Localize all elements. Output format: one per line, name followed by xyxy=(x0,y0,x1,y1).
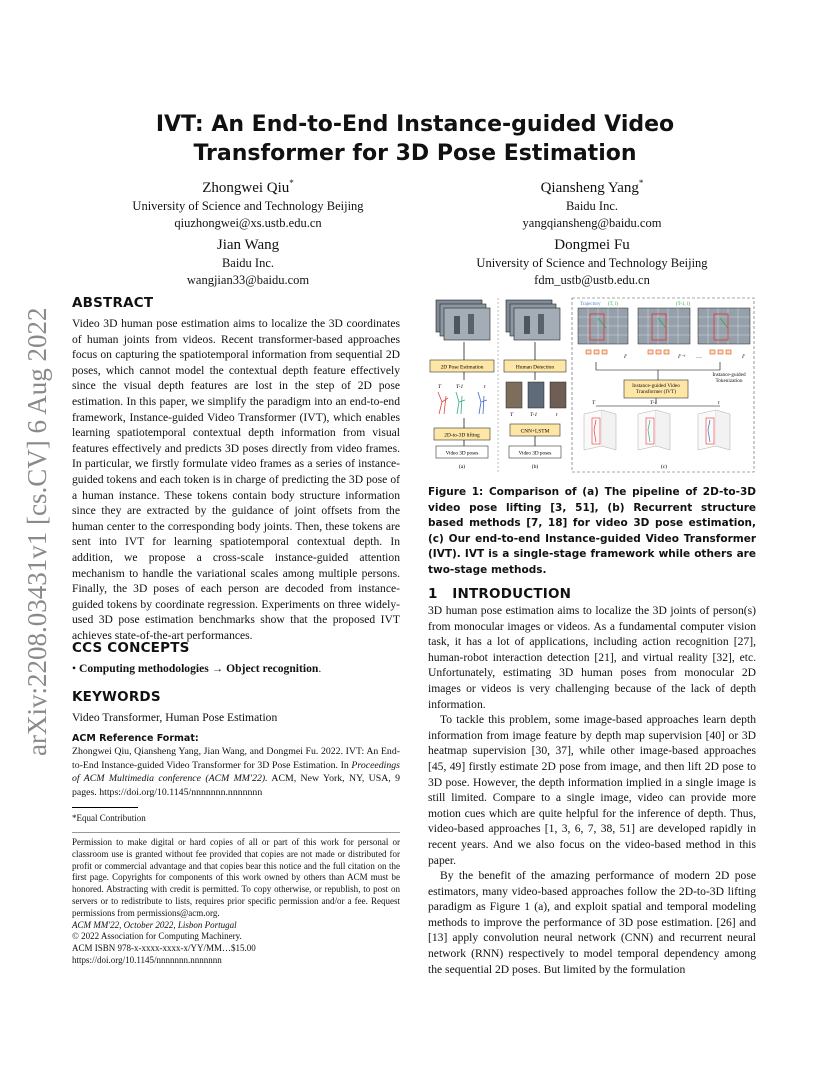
panel-c-tokens xyxy=(586,350,731,354)
svg-text:t: t xyxy=(556,412,558,418)
svg-text:T: T xyxy=(438,384,442,390)
footnote: *Equal Contribution xyxy=(72,813,146,823)
panel-c-grid-frames xyxy=(578,308,750,344)
intro-paragraph-3: By the benefit of the amazing performance of modern 2D pose estimators, many video-based approaches follow the 2D-to-3D lifting paradigm as Figure 1 (a), and exploit spatial and temporal modeling methods to improve the performance of 3D pose estimation. [26] and [13] apply convolution neural network (CNN) and recurrent neural network (RNN) respectively to model temporal dependency among the sequential 2D poses. But limited by the formulation xyxy=(428,869,756,976)
acm-ref-tail: ACM, New York, NY, USA, 9 pages. https://doi.org/10.1145/nnnnnnn.nnnnnnn xyxy=(72,773,400,798)
human-detection-label: Human Detection xyxy=(515,364,555,371)
svg-text:t: t xyxy=(484,384,486,390)
author-email: wangjian33@baidu.com xyxy=(186,272,310,287)
acm-reference-heading: ACM Reference Format: xyxy=(72,733,199,744)
acm-reference-text xyxy=(72,745,400,799)
abstract-paragraph: Video 3D human pose estimation aims to localize the 3D coordinates of human joints from videos. Recent transformer-based approaches focus on capturing the spatiotemporal information from sequential 2D poses, which cannot model the contextual depth feature effectively since the visual depth features are lost in the step of 2D pose estimation. In this paper, we simplify the paradigm into an end-to-end framework, Instance-guided Video Transformer (IVT), which enables learning spatiotemporal contextual depth information from visual features effectively and predicts 3D poses directly from video frames. In particular, we firstly formulate video frames as a series of instance-guided tokens and each token is in charge of predicting the 3D pose of a human instance. These tokens contain body structure information since they are extracted by the guidance of joint offsets from the human center to the corresponding body joints. Then, these tokens are sent into IVT for learning spatiotemporal contextual depth. In addition, we propose a cross-scale instance-guided attention mechanism to handle the variational scales among multiple persons. Finally, the 3D poses of each person are decoded from instance-guided tokens by coordinate regression. Experiments on three widely-used 3D pose estimation benchmarks show that the proposed IVT achieves state-of-the-art performances. xyxy=(72,317,400,642)
trajectory-label: Trajectory xyxy=(580,302,601,307)
author-email: fdm_ustb@ustb.edu.cn xyxy=(534,272,650,287)
figure-1 xyxy=(428,296,756,474)
author-email: qiuzhongwei@xs.ustb.edu.cn xyxy=(174,215,322,230)
ccs-item xyxy=(72,661,400,677)
video-poses-label-a: Video 3D poses xyxy=(445,450,479,457)
panel-a-2d-poses xyxy=(438,384,487,414)
intro-heading-number: 1 xyxy=(428,586,438,602)
author-affiliation: Baidu Inc. xyxy=(221,256,275,270)
author-name: Jian Wang xyxy=(216,237,280,253)
panel-b-frames xyxy=(506,300,560,340)
acm-ref-authors: Zhongwei Qiu, Qiansheng Yang, Jian Wang, and Dongmei Fu. 2022. IVT: An End-to-End Instance-guided Video Transformer for 3D Pose Estimation. In xyxy=(72,746,400,771)
isbn-line: ACM ISBN 978-x-xxxx-xxxx-x/YY/MM…$15.00 xyxy=(72,943,256,954)
author-affiliation: Baidu Inc. xyxy=(565,199,619,213)
author-block-3 xyxy=(88,235,408,288)
panel-c-label: (c) xyxy=(660,464,668,470)
ccs-bullet: • xyxy=(72,662,77,675)
frame-label-1: I' xyxy=(624,354,628,360)
arxiv-side-stamp xyxy=(16,288,56,758)
intro-heading xyxy=(428,586,571,602)
footnote-rule xyxy=(72,807,138,808)
panel-b-label: (b) xyxy=(531,464,539,470)
conference-line: ACM MM'22, October 2022, Lisbon Portugal xyxy=(72,919,237,930)
trajectory-index-2: (T-1, i) xyxy=(676,302,690,307)
arxiv-stamp-text: arXiv:2208.03431v1 [cs.CV] 6 Aug 2022 xyxy=(22,307,52,756)
video-poses-label-b: Video 3D poses xyxy=(518,450,552,457)
intro-paragraph-1: 3D human pose estimation aims to localize the 3D joints of person(s) from monocular images or videos. As a fundamental computer vision task, it has a lot of applications, including action recognition [27], human-robot interaction detection [21], and virtual reality [32], etc. Unfortunately, estimating 3D human poses from monocular 2D images or videos is very challenging because of the lack of depth information. xyxy=(428,604,756,711)
permission-text: Permission to make digital or hard copies of all or part of this work for personal or classroom use is granted without fee provided that copies are not made or distributed for profit or commercial advantage and that copies bear this notice and the full citation on the first page. Copyrights for components of this work owned by others than ACM must be honored. Abstracting with credit is permitted. To copy otherwise, or republish, to post on servers or to redistribute to lists, requires prior specific permission and/or a fee. Request permissions from permissions@acm.org. xyxy=(72,837,400,918)
ccs-concept: Computing methodologies → Object recognition xyxy=(78,662,319,675)
ccs-heading: CCS CONCEPTS xyxy=(72,640,190,656)
author-email: yangqiansheng@baidu.com xyxy=(522,215,662,230)
permission-rule xyxy=(72,832,400,833)
cnn-lstm-label: CNN+LSTM xyxy=(520,428,550,435)
author-name: Qiansheng Yang xyxy=(540,180,639,196)
tokenization-label: Instance-guided Tokenization xyxy=(712,372,746,385)
author-affiliation: University of Science and Technology Beijing xyxy=(476,256,708,270)
abstract-text xyxy=(72,316,400,643)
author-name: Zhongwei Qiu xyxy=(202,180,290,196)
svg-text:t: t xyxy=(718,400,720,406)
author-mark: * xyxy=(638,178,644,188)
acm-ref-venue: Proceedings of ACM Multimedia conference (ACM MM'22). xyxy=(72,759,400,785)
author-block-4 xyxy=(428,235,756,288)
panel-c-3d-poses xyxy=(584,410,730,450)
ivt-label: Instance-guided Video Transformer (IVT) xyxy=(632,382,680,395)
author-block-1 xyxy=(88,173,408,231)
panel-a-frames xyxy=(436,300,490,340)
ccs-period: . xyxy=(318,662,322,675)
intro-paragraph-2: To tackle this problem, some image-based approaches learn depth information from image feature by depth map supervision [40] or 3D heatmap supervision [30, 37], while other image-based approaches [45, 49] firstly estimate 2D pose from image, and then lift 2D pose to 3D pose. However, the depth information implied in a single image is still limited. Compare to a single image, video can provide more motion cues which are quite helpful for the inference of depth. Thus, video-based approaches [1, 3, 6, 7, 38, 51] are developed rapidly in recent years. And we also focus on the video-based method in this paper. xyxy=(428,713,756,867)
frame-label-3: I' xyxy=(742,354,746,360)
author-name: Dongmei Fu xyxy=(554,237,630,253)
intro-body xyxy=(428,603,756,977)
author-affiliation: University of Science and Technology Beijing xyxy=(132,199,364,213)
svg-text:T: T xyxy=(592,400,596,406)
author-mark: * xyxy=(289,178,294,188)
figure-caption: Figure 1: Comparison of (a) The pipeline of 2D-to-3D video pose lifting [3, 51], (b) Recurrent structure based methods [7, 18] for video 3D pose estimation, (c) Our end-to-end Instance-guided Video Transformer (IVT). IVT is a single-stage framework while others are two-stage methods. xyxy=(428,486,756,576)
doi-line: https://doi.org/10.1145/nnnnnnn.nnnnnnn xyxy=(72,954,222,965)
svg-text:T: T xyxy=(510,412,514,418)
svg-text:T-1: T-1 xyxy=(456,384,464,390)
intro-heading-text: INTRODUCTION xyxy=(452,586,572,602)
keywords-heading: KEYWORDS xyxy=(72,689,161,705)
paper-title: IVT: An End-to-End Instance-guided Video Transformer for 3D Pose Estimation xyxy=(155,112,675,166)
permission-block xyxy=(72,837,400,967)
frame-dash: … xyxy=(696,354,702,360)
svg-text:T-1: T-1 xyxy=(530,412,538,418)
pose-estimation-label: 2D Pose Estimation xyxy=(440,364,484,371)
panel-b-crops xyxy=(506,382,566,418)
abstract-heading: ABSTRACT xyxy=(72,295,154,311)
keywords-text: Video Transformer, Human Pose Estimation xyxy=(72,711,278,724)
copyright-line: © 2022 Association for Computing Machinery. xyxy=(72,931,242,942)
lifting-label: 2D-to-3D lifting xyxy=(444,432,480,439)
svg-text:T-1: T-1 xyxy=(650,400,658,406)
frame-label-2: I'⁻¹ xyxy=(678,354,686,360)
panel-a-label: (a) xyxy=(458,464,466,470)
author-block-2 xyxy=(428,173,756,231)
trajectory-index-1: (T, i) xyxy=(608,302,618,307)
